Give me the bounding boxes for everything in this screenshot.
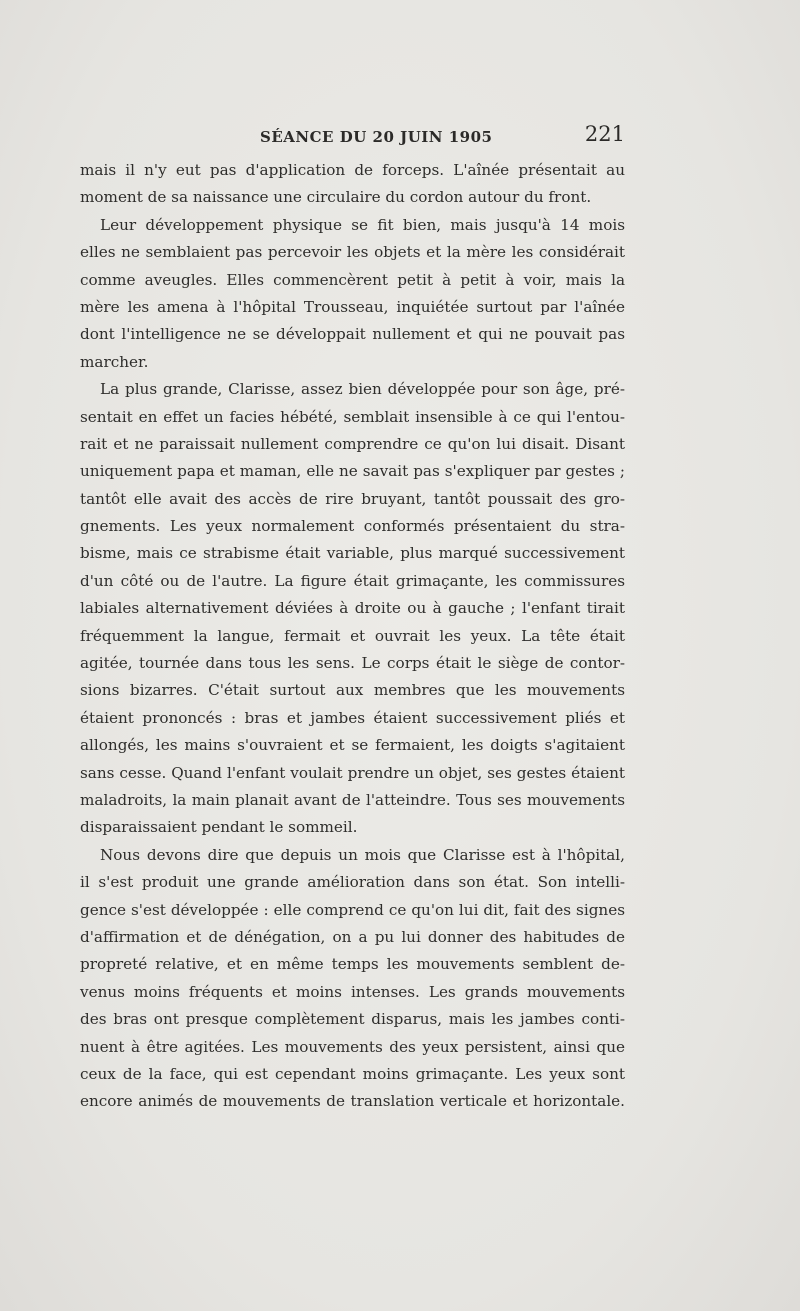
text-line: encore animés de mouvements de translation verticale et horizontale. — [80, 1092, 625, 1111]
text-line: tantôt elle avait des accès de rire bruyant, tantôt poussait des gro- — [80, 489, 625, 508]
text-line: gnements. Les yeux normalement conformés présentaient du stra- — [80, 517, 625, 536]
running-title: SÉANCE DU 20 JUIN 1905 — [260, 128, 493, 146]
text-line: elles ne semblaient pas percevoir les objets et la mère les considérait — [80, 243, 625, 262]
text-line: d'affirmation et de dénégation, on a pu lui donner des habitudes de — [80, 927, 625, 946]
text-line: agitée, tournée dans tous les sens. Le corps était le siège de contor- — [80, 654, 625, 673]
body-text — [80, 157, 625, 1116]
text-line: sans cesse. Quand l'enfant voulait prendre un objet, ses gestes étaient — [80, 763, 625, 782]
text-line: disparaissaient pendant le sommeil. — [80, 818, 358, 837]
text-line: fréquemment la langue, fermait et ouvrait les yeux. La tête était — [80, 626, 625, 645]
text-line: dont l'intelligence ne se développait nullement et qui ne pouvait pas — [80, 325, 625, 344]
text-line: allongés, les mains s'ouvraient et se fermaient, les doigts s'agitaient — [80, 736, 625, 755]
text-line: rait et ne paraissait nullement comprendre ce qu'on lui disait. Disant — [80, 434, 625, 453]
text-line: sions bizarres. C'était surtout aux membres que les mouvements — [80, 681, 625, 700]
text-line: d'un côté ou de l'autre. La figure était grimaçante, les commissures — [80, 571, 625, 590]
text-line: mère les amena à l'hôpital Trousseau, inquiétée surtout par l'aînée — [80, 297, 625, 316]
text-line: venus moins fréquents et moins intenses. Les grands mouvements — [80, 982, 625, 1001]
page-header — [80, 122, 625, 152]
text-line: labiales alternativement déviées à droite ou à gauche ; l'enfant tirait — [80, 599, 625, 618]
text-line: moment de sa naissance une circulaire du cordon autour du front. — [80, 188, 592, 207]
text-line: nuent à être agitées. Les mouvements des yeux persistent, ainsi que — [80, 1037, 625, 1056]
text-line: propreté relative, et en même temps les mouvements semblent de- — [80, 955, 625, 974]
text-line: Nous devons dire que depuis un mois que Clarisse est à l'hôpital, — [100, 845, 625, 864]
text-line: Leur développement physique se fit bien, mais jusqu'à 14 mois — [100, 215, 625, 234]
text-line: bisme, mais ce strabisme était variable, plus marqué successivement — [80, 544, 625, 563]
text-line: sentait en effet un facies hébété, semblait insensible à ce qui l'entou- — [80, 407, 625, 426]
text-line: uniquement papa et maman, elle ne savait pas s'expliquer par gestes ; — [80, 462, 625, 481]
text-line: ceux de la face, qui est cependant moins grimaçante. Les yeux sont — [80, 1064, 625, 1083]
text-line: mais il n'y eut pas d'application de forceps. L'aînée présentait au — [80, 161, 625, 179]
text-line: il s'est produit une grande amélioration dans son état. Son intelli- — [80, 873, 625, 892]
text-line: étaient prononcés : bras et jambes étaient successivement pliés et — [80, 708, 625, 727]
text-line: marcher. — [80, 352, 149, 371]
text-line: gence s'est développée : elle comprend ce qu'on lui dit, fait des signes — [80, 900, 625, 919]
page-number: 221 — [584, 122, 625, 146]
text-line: comme aveugles. Elles commencèrent petit à petit à voir, mais la — [80, 270, 625, 289]
text-line: La plus grande, Clarisse, assez bien développée pour son âge, pré- — [100, 380, 625, 399]
text-line: maladroits, la main planait avant de l'atteindre. Tous ses mouvements — [80, 790, 625, 809]
text-line: des bras ont presque complètement disparus, mais les jambes conti- — [80, 1010, 625, 1029]
